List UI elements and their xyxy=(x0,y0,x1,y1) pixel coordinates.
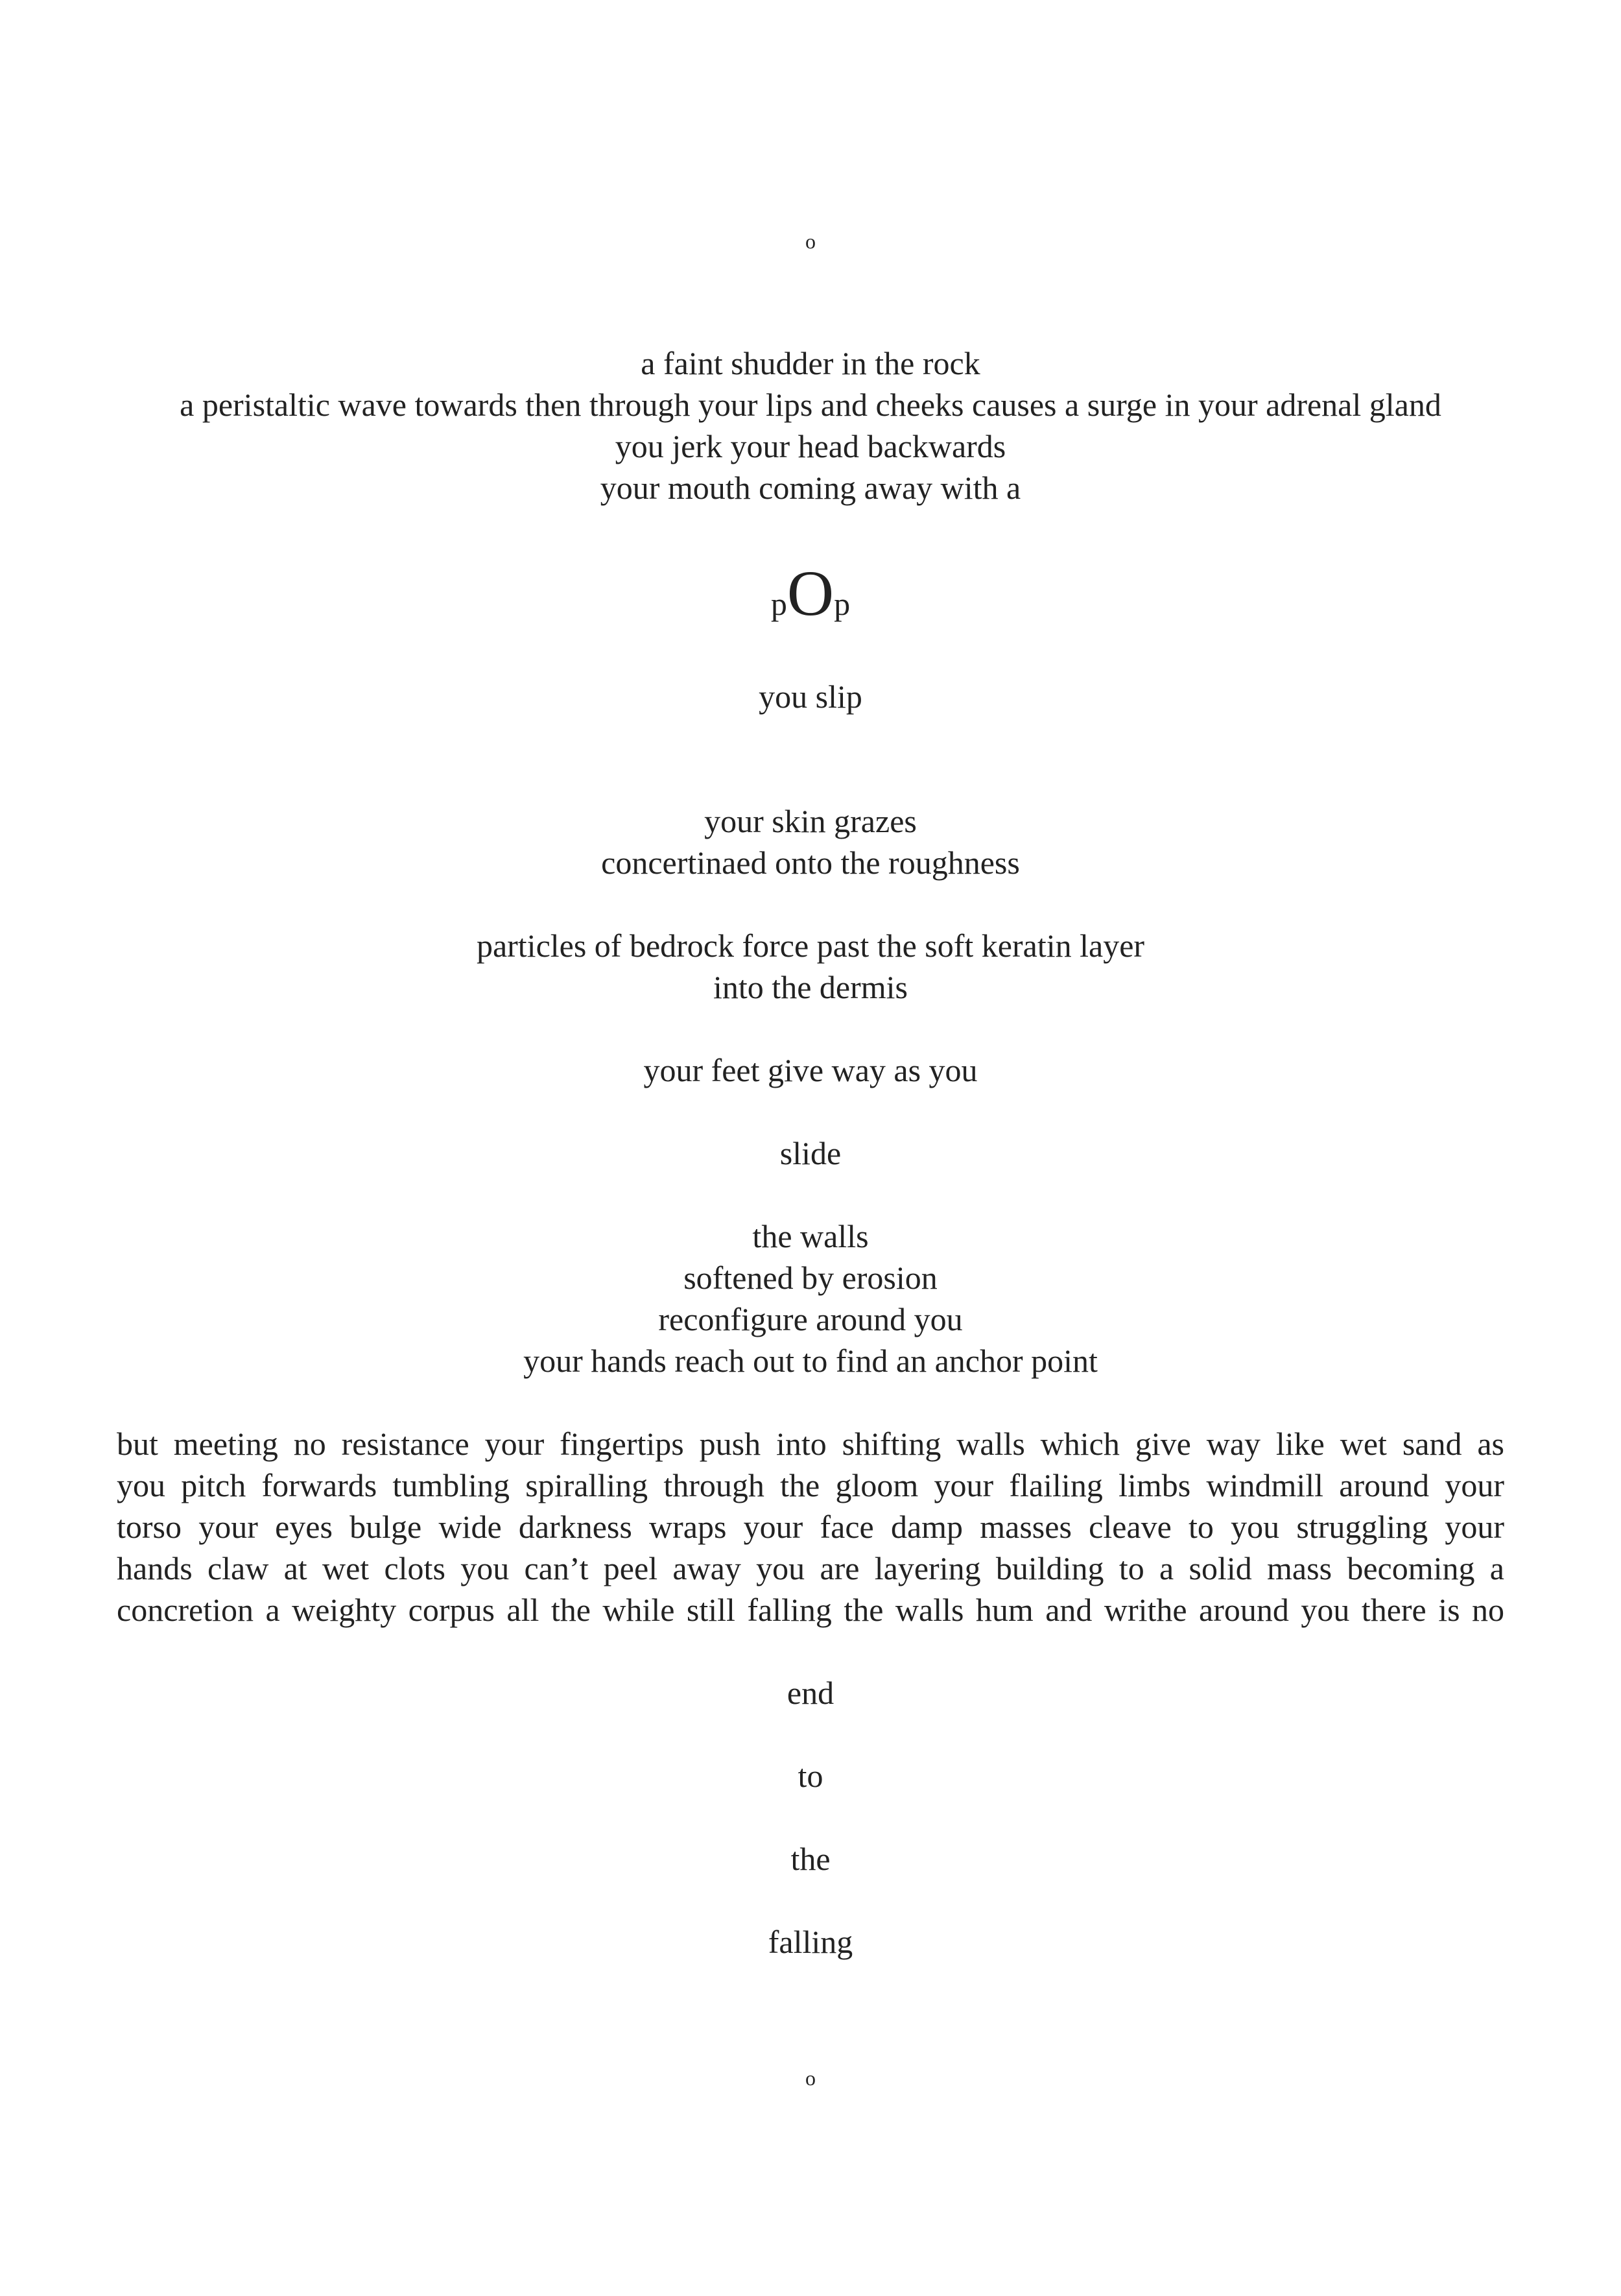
paragraph-line-1: but meeting no resistance your fingertips push into shifting walls which give way like wet sand as xyxy=(117,1426,1504,1462)
stanza1-line-1: a faint shudder in the rock xyxy=(641,345,980,381)
falling-paragraph xyxy=(117,1423,1504,1631)
feet-line: your feet give way as you xyxy=(643,1052,978,1088)
stanza4-line-3: reconfigure around you xyxy=(658,1301,963,1337)
stanza4-line-4: your hands reach out to find an anchor point xyxy=(523,1343,1098,1379)
ending-word-the: the xyxy=(790,1841,831,1877)
stanza3-line-1: particles of bedrock force past the soft keratin layer xyxy=(476,927,1145,964)
paragraph-line-4: hands claw at wet clots you can’t peel away you are layering building to a solid mass becoming a xyxy=(117,1550,1504,1586)
slide-line: slide xyxy=(779,1135,842,1171)
slip-line: you slip xyxy=(759,678,862,715)
stanza1-line-2: a peristaltic wave towards then through your lips and cheeks causes a surge in your adrenal gland xyxy=(180,387,1441,423)
ending-word-falling: falling xyxy=(768,1924,853,1960)
stanza1-line-3: you jerk your head backwards xyxy=(615,428,1006,464)
ending-word-to: to xyxy=(798,1758,823,1794)
pop-letter-left: p xyxy=(770,586,787,622)
pop-letter-middle: O xyxy=(787,557,834,629)
paragraph-line-2: you pitch forwards tumbling spiralling through the gloom your flailing limbs windmill around your xyxy=(117,1467,1504,1503)
pop-letter-right: p xyxy=(834,586,851,622)
stanza4-line-1: the walls xyxy=(752,1218,869,1254)
pop-word xyxy=(0,558,1621,648)
ending-word-end: end xyxy=(787,1675,834,1711)
paragraph-line-3: torso your eyes bulge wide darkness wraps your face damp masses cleave to you struggling your xyxy=(117,1509,1504,1545)
stanza2-line-1: your skin grazes xyxy=(704,803,917,839)
ornament-top: o xyxy=(805,230,816,253)
ornament-bottom: o xyxy=(805,2066,816,2090)
paragraph-line-5: concretion a weighty corpus all the while still falling the walls hum and writhe around you there is no xyxy=(117,1592,1504,1628)
stanza2-line-2: concertinaed onto the roughness xyxy=(601,844,1020,881)
stanza4-line-2: softened by erosion xyxy=(683,1260,938,1296)
stanza3-line-2: into the dermis xyxy=(713,969,908,1005)
stanza1-line-4: your mouth coming away with a xyxy=(600,470,1021,506)
